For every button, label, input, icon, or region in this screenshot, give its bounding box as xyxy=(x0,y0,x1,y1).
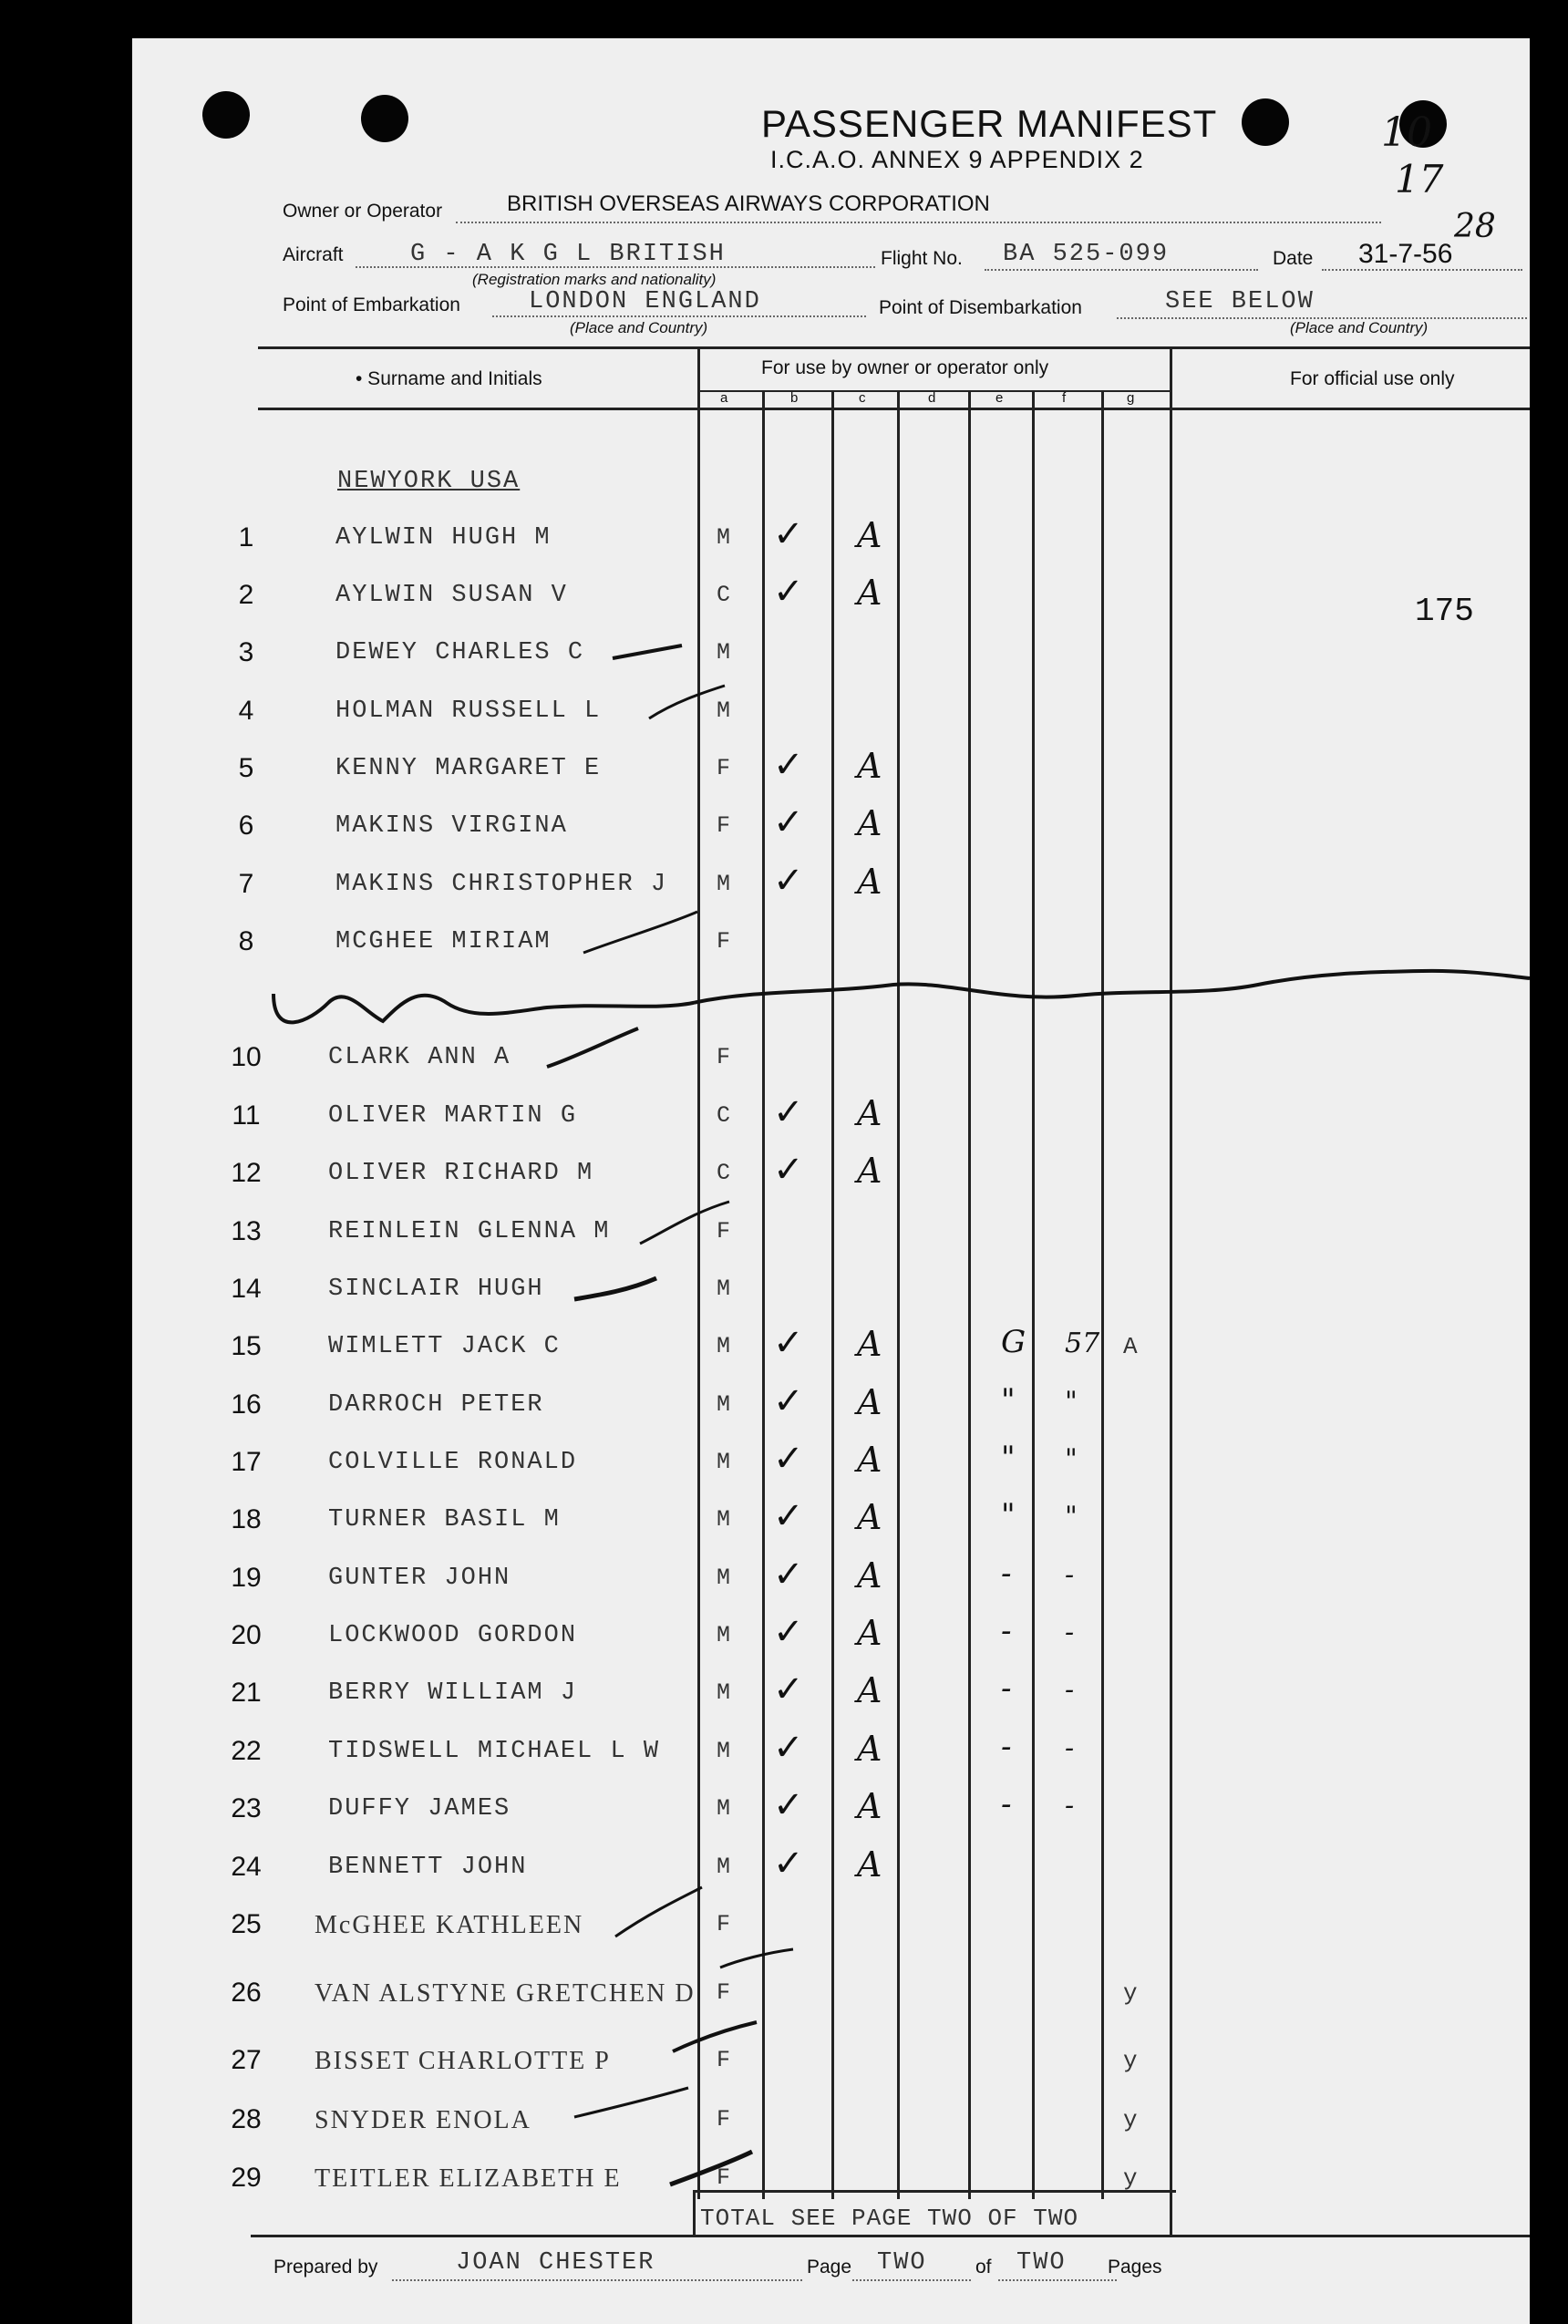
code-e: - xyxy=(1001,1786,1012,1823)
code-f: " xyxy=(1065,1501,1078,1533)
flight-value: BA 525-099 xyxy=(1003,241,1170,268)
sex-code: F xyxy=(717,928,733,955)
passenger-name: WIMLETT JACK C xyxy=(328,1333,561,1360)
sub-col-header: g xyxy=(1127,390,1135,406)
row-number: 29 xyxy=(231,2163,262,2193)
row-number: 10 xyxy=(231,1042,262,1072)
code-c: A xyxy=(857,803,882,843)
row-number: 16 xyxy=(231,1389,262,1420)
passenger-name: DARROCH PETER xyxy=(328,1391,544,1419)
sex-code: M xyxy=(717,1738,733,1764)
code-e: - xyxy=(1001,1555,1012,1592)
passenger-name: SINCLAIR HUGH xyxy=(328,1276,544,1303)
code-c: A xyxy=(857,1670,882,1710)
prepared-value: JOAN CHESTER xyxy=(456,2249,655,2277)
sex-code: M xyxy=(717,697,733,724)
code-c: A xyxy=(857,1497,882,1537)
section-heading: NEWYORK USA xyxy=(337,468,521,495)
sub-col-header: c xyxy=(859,390,866,406)
disembark-note: (Place and Country) xyxy=(1290,319,1429,336)
check-mark-icon: ✓ xyxy=(773,513,804,555)
sex-code: F xyxy=(717,1979,733,2006)
sex-code: F xyxy=(717,2106,733,2133)
row-number: 14 xyxy=(231,1274,262,1304)
sex-code: F xyxy=(717,1044,733,1070)
code-c: A xyxy=(857,573,882,613)
passenger-name: BENNETT JOHN xyxy=(328,1854,528,1881)
row-number: 15 xyxy=(231,1331,262,1361)
passenger-name: BISSET CHARLOTTE P xyxy=(315,2047,611,2075)
sex-code: F xyxy=(717,1911,733,1937)
code-e: - xyxy=(1001,1613,1012,1649)
code-g: y xyxy=(1123,2047,1140,2074)
row-number: 17 xyxy=(231,1447,262,1477)
sub-col-header: b xyxy=(790,390,799,406)
passenger-name: McGHEE KATHLEEN xyxy=(315,1911,584,1939)
code-f: " xyxy=(1065,1386,1078,1418)
check-mark-icon: ✓ xyxy=(773,1843,804,1885)
check-mark-icon: ✓ xyxy=(773,1091,804,1133)
row-number: 22 xyxy=(231,1736,262,1766)
sex-code: M xyxy=(717,524,733,551)
sex-code: M xyxy=(717,1622,733,1648)
sub-col-header: d xyxy=(928,390,936,406)
code-f: - xyxy=(1065,1674,1075,1706)
code-c: A xyxy=(857,1151,882,1191)
code-g: y xyxy=(1123,2106,1140,2133)
code-c: A xyxy=(857,1324,882,1364)
sub-col-header: f xyxy=(1062,390,1067,406)
row-number: 7 xyxy=(238,869,254,899)
check-mark-icon: ✓ xyxy=(773,1727,804,1769)
check-mark-icon: ✓ xyxy=(773,571,804,613)
official-note: 175 xyxy=(1415,593,1474,630)
passenger-name: HOLMAN RUSSELL L xyxy=(335,697,602,725)
sex-code: M xyxy=(717,1276,733,1302)
passenger-name: TEITLER ELIZABETH E xyxy=(315,2164,622,2193)
form-subtitle: I.C.A.O. ANNEX 9 APPENDIX 2 xyxy=(770,146,1144,173)
check-mark-icon: ✓ xyxy=(773,1438,804,1480)
code-e: - xyxy=(1001,1670,1012,1707)
sex-code: F xyxy=(717,755,733,781)
row-number: 3 xyxy=(238,637,254,667)
check-mark-icon: ✓ xyxy=(773,1149,804,1191)
check-mark-icon: ✓ xyxy=(773,801,804,843)
check-mark-icon: ✓ xyxy=(773,1495,804,1537)
row-number: 12 xyxy=(231,1158,262,1188)
passenger-name: MAKINS CHRISTOPHER J xyxy=(335,871,668,898)
sex-code: C xyxy=(717,1160,733,1186)
passenger-name: TIDSWELL MICHAEL L W xyxy=(328,1738,661,1765)
of-label: of xyxy=(975,2257,992,2278)
aircraft-label: Aircraft xyxy=(283,244,344,265)
check-mark-icon: ✓ xyxy=(773,1554,804,1596)
check-mark-icon: ✓ xyxy=(773,1784,804,1826)
embark-label: Point of Embarkation xyxy=(283,294,460,315)
embark-note: (Place and Country) xyxy=(570,319,708,336)
corner-mark: 28 xyxy=(1454,208,1496,245)
disembark-value: SEE BELOW xyxy=(1165,288,1315,315)
sex-code: M xyxy=(717,1795,733,1822)
row-number: 2 xyxy=(238,580,254,610)
code-f: - xyxy=(1065,1616,1075,1648)
sex-code: C xyxy=(717,582,733,608)
aircraft-value: G - A K G L BRITISH xyxy=(410,241,726,268)
page-value: TWO xyxy=(877,2249,927,2277)
sex-code: M xyxy=(717,1565,733,1591)
pages-label: Pages xyxy=(1108,2257,1162,2278)
col-name-header: • Surname and Initials xyxy=(356,368,542,389)
wavy-line xyxy=(273,971,1530,1022)
code-g: y xyxy=(1123,1979,1140,2007)
code-e: G xyxy=(1001,1324,1026,1360)
corner-mark: 17 xyxy=(1395,157,1444,201)
passenger-name: CLARK ANN A xyxy=(328,1044,511,1071)
sex-code: M xyxy=(717,871,733,897)
row-number: 20 xyxy=(231,1620,262,1650)
passenger-name: REINLEIN GLENNA M xyxy=(328,1218,611,1245)
code-c: A xyxy=(857,862,882,902)
passenger-name: BERRY WILLIAM J xyxy=(328,1679,578,1707)
check-mark-icon: ✓ xyxy=(773,1611,804,1653)
sex-code: F xyxy=(717,1218,733,1245)
passenger-name: GUNTER JOHN xyxy=(328,1565,511,1592)
passenger-name: KENNY MARGARET E xyxy=(335,755,602,782)
check-mark-icon: ✓ xyxy=(773,1380,804,1422)
sex-code: M xyxy=(717,1679,733,1706)
code-c: A xyxy=(857,746,882,786)
corner-mark: 10 xyxy=(1381,109,1432,156)
code-e: " xyxy=(1001,1440,1016,1476)
sex-code: M xyxy=(717,1449,733,1475)
passenger-name: OLIVER RICHARD M xyxy=(328,1160,594,1187)
prepared-label: Prepared by xyxy=(273,2257,378,2278)
code-c: A xyxy=(857,1555,882,1596)
passenger-name: DEWEY CHARLES C xyxy=(335,639,585,666)
row-number: 25 xyxy=(231,1909,262,1939)
row-number: 13 xyxy=(231,1216,262,1246)
check-mark-icon: ✓ xyxy=(773,860,804,902)
sex-code: C xyxy=(717,1102,733,1129)
row-number: 26 xyxy=(231,1978,262,2008)
form-title: PASSENGER MANIFEST xyxy=(761,102,1218,145)
code-e: " xyxy=(1001,1382,1016,1419)
passenger-name: AYLWIN SUSAN V xyxy=(335,582,568,609)
row-number: 8 xyxy=(238,926,254,956)
col-owner-header: For use by owner or operator only xyxy=(761,357,1049,378)
code-c: A xyxy=(857,1844,882,1885)
passenger-name: TURNER BASIL M xyxy=(328,1506,561,1534)
row-number: 1 xyxy=(238,522,254,553)
owner-label: Owner or Operator xyxy=(283,201,443,222)
embark-value: LONDON ENGLAND xyxy=(529,288,761,315)
disembark-label: Point of Disembarkation xyxy=(879,297,1082,318)
passenger-name: OLIVER MARTIN G xyxy=(328,1102,578,1130)
code-g: A xyxy=(1123,1333,1140,1360)
check-mark-icon: ✓ xyxy=(773,744,804,786)
passenger-name: VAN ALSTYNE GRETCHEN D xyxy=(315,1979,696,2008)
row-number: 18 xyxy=(231,1504,262,1534)
sex-code: F xyxy=(717,2047,733,2073)
passenger-name: AYLWIN HUGH M xyxy=(335,524,552,552)
code-e: - xyxy=(1001,1729,1012,1765)
code-f: - xyxy=(1065,1559,1075,1591)
passenger-name: DUFFY JAMES xyxy=(328,1795,511,1823)
sub-col-header: e xyxy=(995,390,1004,406)
sex-code: M xyxy=(717,639,733,666)
check-mark-icon: ✓ xyxy=(773,1668,804,1710)
flight-label: Flight No. xyxy=(881,248,963,269)
code-f: 57 xyxy=(1065,1327,1100,1359)
code-c: A xyxy=(857,1729,882,1769)
code-c: A xyxy=(857,1613,882,1653)
check-mark-icon: ✓ xyxy=(773,1322,804,1364)
owner-value: BRITISH OVERSEAS AIRWAYS CORPORATION xyxy=(507,191,990,216)
code-f: " xyxy=(1065,1443,1078,1475)
col-official-header: For official use only xyxy=(1290,368,1455,389)
date-label: Date xyxy=(1273,248,1314,269)
row-number: 11 xyxy=(232,1100,261,1131)
row-number: 5 xyxy=(238,753,254,783)
sub-col-header: a xyxy=(720,390,728,406)
sex-code: F xyxy=(717,812,733,839)
passenger-name: SNYDER ENOLA xyxy=(315,2106,531,2134)
registration-note: (Registration marks and nationality) xyxy=(472,271,717,288)
date-value: 31-7-56 xyxy=(1358,239,1453,269)
row-number: 27 xyxy=(231,2045,262,2075)
row-number: 24 xyxy=(231,1852,262,1882)
passenger-name: LOCKWOOD GORDON xyxy=(328,1622,578,1649)
code-c: A xyxy=(857,1382,882,1422)
row-number: 28 xyxy=(231,2104,262,2134)
sex-code: M xyxy=(717,1333,733,1359)
row-number: 19 xyxy=(231,1563,262,1593)
passenger-name: MAKINS VIRGINA xyxy=(335,812,568,840)
code-f: - xyxy=(1065,1732,1075,1764)
of-value: TWO xyxy=(1016,2249,1067,2277)
passenger-name: COLVILLE RONALD xyxy=(328,1449,578,1476)
row-number: 4 xyxy=(238,696,254,726)
page-label: Page xyxy=(807,2257,852,2278)
row-number: 23 xyxy=(231,1793,262,1823)
total-text: TOTAL SEE PAGE TWO OF TWO xyxy=(700,2205,1079,2232)
sex-code: M xyxy=(717,1391,733,1418)
code-g: y xyxy=(1123,2164,1140,2192)
row-number: 21 xyxy=(231,1678,262,1708)
code-f: - xyxy=(1065,1790,1075,1822)
code-e: " xyxy=(1001,1497,1016,1534)
sex-code: M xyxy=(717,1506,733,1533)
code-c: A xyxy=(857,515,882,555)
code-c: A xyxy=(857,1093,882,1133)
sex-code: M xyxy=(717,1854,733,1880)
code-c: A xyxy=(857,1440,882,1480)
passenger-name: MCGHEE MIRIAM xyxy=(335,928,552,955)
sex-code: F xyxy=(717,2164,733,2191)
code-c: A xyxy=(857,1786,882,1826)
row-number: 6 xyxy=(238,811,254,841)
